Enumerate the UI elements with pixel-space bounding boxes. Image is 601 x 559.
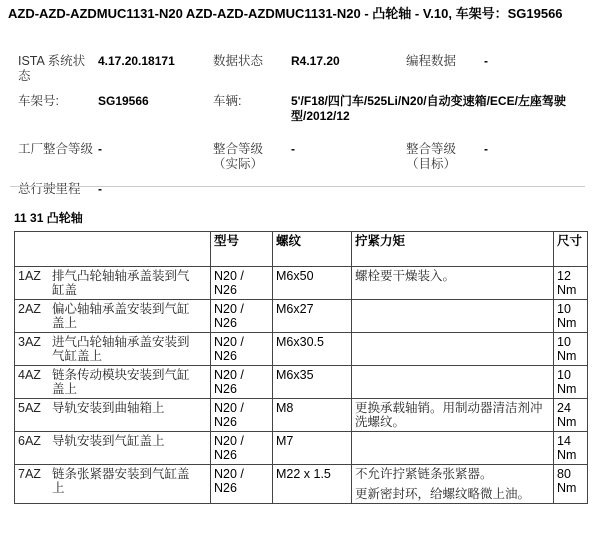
- row-size: 14 Nm: [554, 432, 588, 465]
- data-status-label: 数据状态: [213, 54, 264, 68]
- row-model: N20 / N26: [211, 399, 273, 432]
- ista-status-label: ISTA 系统状态: [18, 54, 86, 83]
- programming-data-label: 编程数据: [406, 54, 457, 68]
- info-row-system: [16, 52, 584, 92]
- integration-target-label: 整合等级（目标）: [406, 142, 457, 171]
- row-model: N20 / N26: [211, 300, 273, 333]
- row-torque-notes: [352, 432, 554, 465]
- row-item: [15, 432, 211, 465]
- row-description: 偏心轴轴承盖安装到气缸盖上: [52, 302, 190, 330]
- row-model: N20 / N26: [211, 267, 273, 300]
- torque-spec-table: [14, 231, 588, 504]
- row-thread: M6x27: [273, 300, 352, 333]
- ista-status-value: 4.17.20.18171: [98, 54, 175, 68]
- row-torque-notes: [352, 366, 554, 399]
- row-size: 10 Nm: [554, 333, 588, 366]
- page-title: AZD-AZD-AZDMUC1131-N20 AZD-AZD-AZDMUC1131-N20 - 凸轮轴 - V.10, 车架号：SG19566: [8, 6, 563, 21]
- row-id: 5AZ: [18, 401, 41, 415]
- header-size: 尺寸: [554, 232, 588, 267]
- header-thread: 螺纹: [273, 232, 352, 267]
- mileage-label: 总行驶里程: [18, 182, 81, 196]
- row-id: 3AZ: [18, 335, 41, 349]
- info-row-integration: [16, 140, 584, 180]
- torque-note: 螺栓要干燥装入。: [355, 269, 456, 283]
- row-description: 导轨安装到气缸盖上: [52, 434, 165, 448]
- vehicle-value: 5'/F18/四门车/525Li/N20/自动变速箱/ECE/左座驾驶型/2012/12: [291, 94, 566, 123]
- row-size: 24 Nm: [554, 399, 588, 432]
- row-model: N20 / N26: [211, 366, 273, 399]
- row-thread: M8: [273, 399, 352, 432]
- row-item: [15, 267, 211, 300]
- row-id: 6AZ: [18, 434, 41, 448]
- row-torque-notes: [352, 465, 554, 504]
- vin-value: SG19566: [98, 94, 149, 108]
- vehicle-info-table: [16, 52, 584, 202]
- table-row: [15, 366, 588, 399]
- integration-target-value: -: [484, 142, 488, 156]
- table-row: [15, 465, 588, 504]
- row-torque-notes: [352, 300, 554, 333]
- row-model: N20 / N26: [211, 333, 273, 366]
- mileage-value: -: [98, 182, 102, 196]
- header-item: [15, 232, 211, 267]
- table-row: [15, 267, 588, 300]
- row-size: 10 Nm: [554, 366, 588, 399]
- row-thread: M7: [273, 432, 352, 465]
- row-thread: M6x50: [273, 267, 352, 300]
- integration-actual-value: -: [291, 142, 295, 156]
- row-thread: M22 x 1.5: [273, 465, 352, 504]
- info-row-vehicle: [16, 92, 584, 140]
- row-id: 4AZ: [18, 368, 41, 382]
- factory-integration-value: -: [98, 142, 102, 156]
- vehicle-label: 车辆:: [213, 94, 242, 108]
- torque-note: 更新密封环，给螺纹略微上油。: [355, 487, 531, 501]
- row-item: [15, 399, 211, 432]
- row-id: 7AZ: [18, 467, 41, 481]
- data-status-value: R4.17.20: [291, 54, 340, 68]
- row-thread: M6x35: [273, 366, 352, 399]
- vin-label: 车架号:: [18, 94, 59, 108]
- programming-data-value: -: [484, 54, 488, 68]
- row-description: 链条张紧器安装到气缸盖上: [52, 467, 190, 495]
- row-item: [15, 300, 211, 333]
- factory-integration-label: 工厂整合等级: [18, 142, 94, 156]
- row-item: [15, 366, 211, 399]
- row-description: 排气凸轮轴轴承盖装到气缸盖: [52, 269, 190, 297]
- row-torque-notes: [352, 399, 554, 432]
- divider: [10, 186, 585, 187]
- table-row: [15, 399, 588, 432]
- row-size: 12 Nm: [554, 267, 588, 300]
- table-row: [15, 333, 588, 366]
- row-torque-notes: [352, 267, 554, 300]
- row-model: N20 / N26: [211, 465, 273, 504]
- row-item: [15, 333, 211, 366]
- row-size: 10 Nm: [554, 300, 588, 333]
- table-row: [15, 300, 588, 333]
- table-row: [15, 432, 588, 465]
- row-torque-notes: [352, 333, 554, 366]
- row-model: N20 / N26: [211, 432, 273, 465]
- row-item: [15, 465, 211, 504]
- row-id: 1AZ: [18, 269, 41, 283]
- row-description: 导轨安装到曲轴箱上: [52, 401, 165, 415]
- torque-note: 不允许拧紧链条张紧器。: [355, 467, 493, 481]
- row-description: 链条传动模块安装到气缸盖上: [52, 368, 190, 396]
- integration-actual-label: 整合等级（实际）: [213, 142, 264, 171]
- header-model: 型号: [211, 232, 273, 267]
- header-torque: 拧紧力矩: [352, 232, 554, 267]
- section-title: 11 31 凸轮轴: [14, 211, 83, 225]
- row-description: 进气凸轮轴轴承盖安装到气缸盖上: [52, 335, 190, 363]
- row-id: 2AZ: [18, 302, 41, 316]
- row-size: 80 Nm: [554, 465, 588, 504]
- torque-note: 更换承载轴销。用制动器清洁剂冲洗螺纹。: [355, 401, 543, 429]
- row-thread: M6x30.5: [273, 333, 352, 366]
- info-row-mileage: [16, 180, 584, 202]
- table-header-row: [15, 232, 588, 267]
